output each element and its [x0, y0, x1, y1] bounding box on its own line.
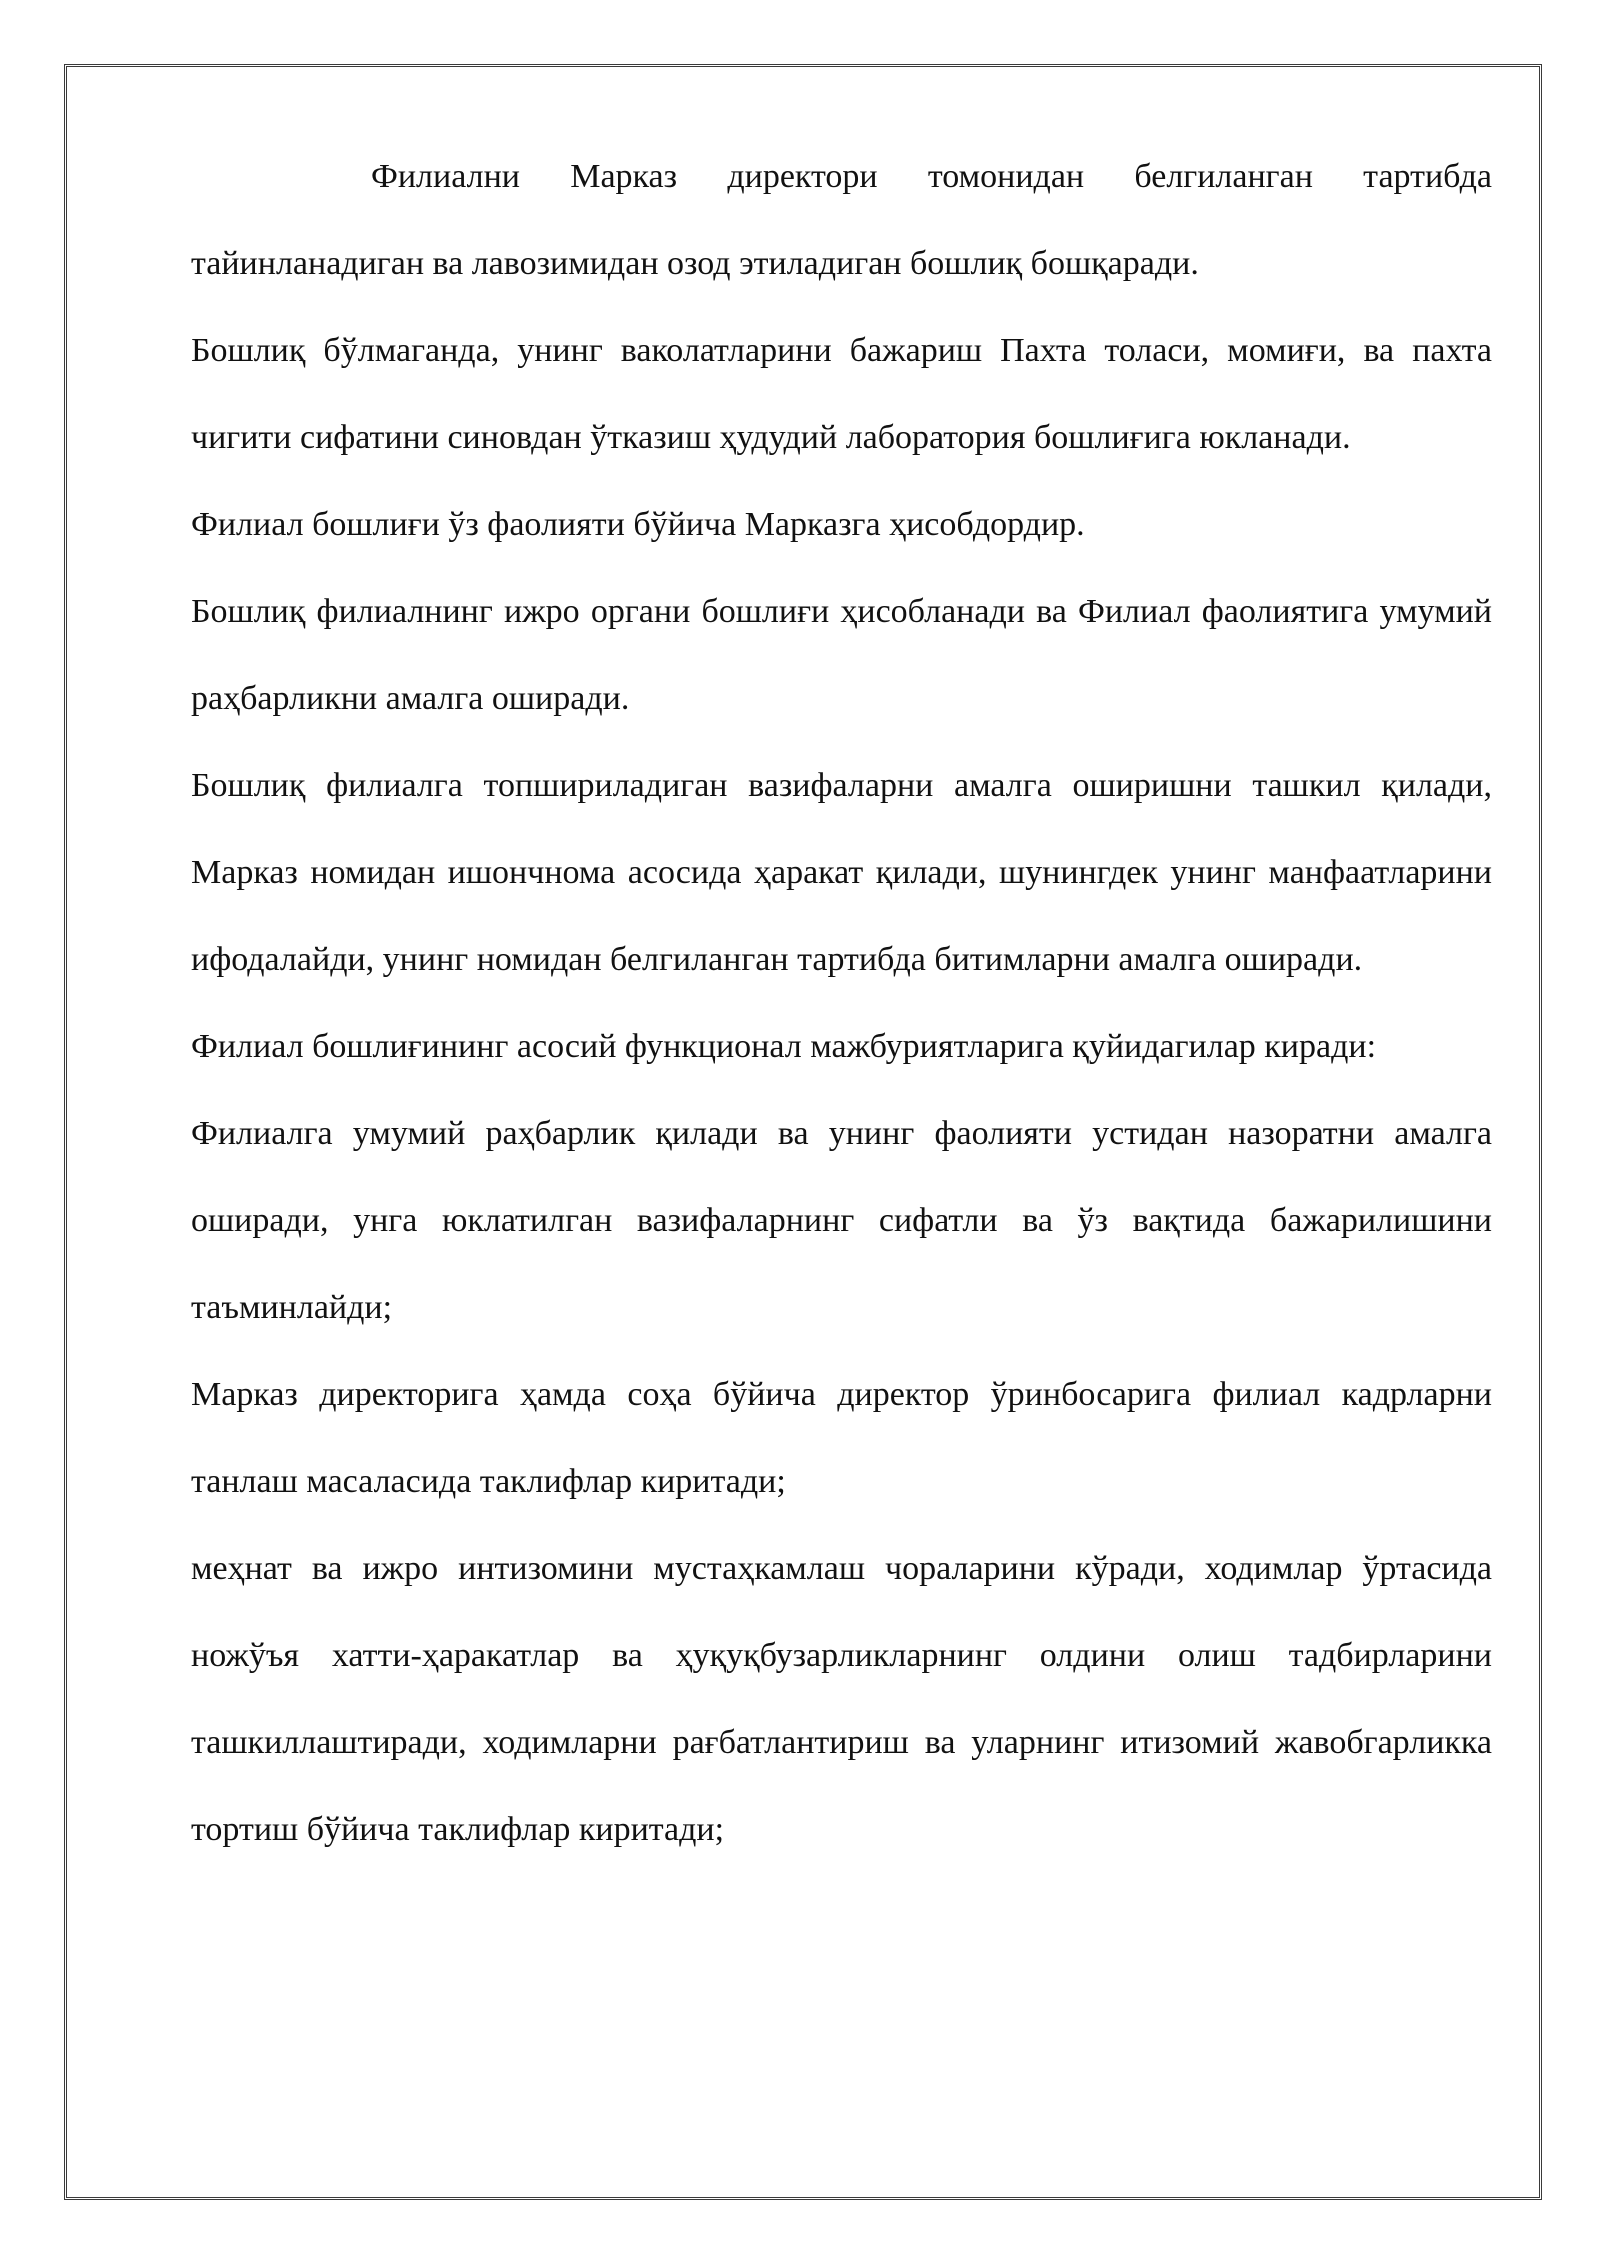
paragraph: Филиални Марказ директори томонидан белгиланган тартибда тайинланадиган ва лавозимидан озод этиладиган бошлиқ бошқаради. — [191, 158, 1492, 282]
paragraph: Марказ директорига ҳамда соҳа бўйича директор ўринбосарига филиал кадрларни танлаш масаласида таклифлар киритади; — [191, 1376, 1492, 1500]
paragraph: Бошлиқ филиалга топшириладиган вазифаларни амалга оширишни ташкил қилади, Марказ номидан ишончнома асосида ҳаракат қилади, шунингдек унинг манфаатларини ифодалайди, унинг номидан белгиланган тартибда битимларни амалга оширади. — [191, 767, 1492, 978]
paragraph: Филиалга умумий раҳбарлик қилади ва унинг фаолияти устидан назоратни амалга оширади, унга юклатилган вазифаларнинг сифатли ва ўз вақтида бажарилишини таъминлайди; — [191, 1115, 1492, 1326]
paragraph: Филиал бошлиғининг асосий функционал мажбуриятларига қуйидагилар киради: — [191, 1028, 1377, 1065]
paragraph: меҳнат ва ижро интизомини мустаҳкамлаш чораларини кўради, ходимлар ўртасида ножўъя хатти-ҳаракатлар ва ҳуқуқбузарликларнинг олдини олиш тадбирларини ташкиллаштиради, ходимларни рағбатлантириш ва уларнинг итизомий жавобгарликка тортиш бўйича таклифлар киритади; — [191, 1550, 1492, 1848]
document-body — [191, 133, 1492, 1873]
paragraph: Бошлиқ бўлмаганда, унинг ваколатларини бажариш Пахта толаси, момиғи, ва пахта чигити сифатини синовдан ўтказиш ҳудудий лаборатория бошлиғига юкланади. — [191, 332, 1492, 456]
paragraph: Бошлиқ филиалнинг ижро органи бошлиғи ҳисобланади ва Филиал фаолиятига умумий раҳбарликни амалга оширади. — [191, 593, 1492, 717]
paragraph: Филиал бошлиғи ўз фаолияти бўйича Марказга ҳисобдордир. — [191, 506, 1085, 543]
